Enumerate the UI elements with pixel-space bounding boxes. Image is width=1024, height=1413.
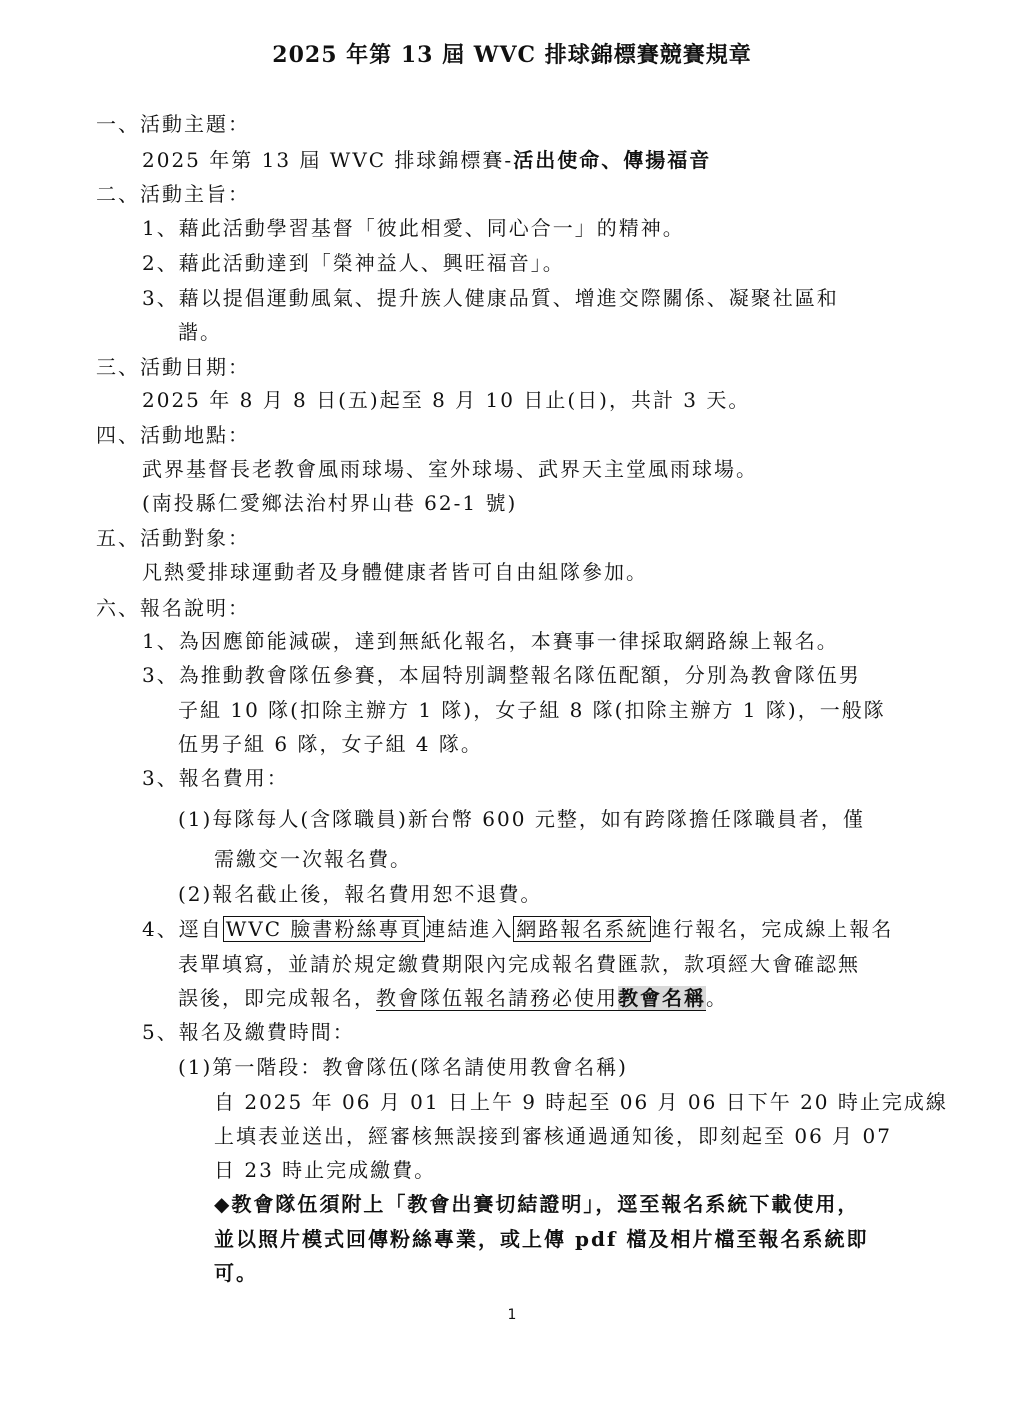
section-5-heading: 五、活動對象： [96, 526, 250, 550]
section-1-theme: 活出使命、傳揚福音 [513, 148, 712, 172]
stage-1-line-1: 自 2025 年 06 月 01 日上午 9 時起至 06 月 06 日下午 20 時止完成線 [214, 1090, 948, 1114]
church-name-highlight: 教會名稱 [618, 986, 706, 1010]
page-number: 1 [507, 1307, 517, 1323]
note-line-2: 並以照片模式回傳粉絲專業，或上傳 pdf 檔及相片檔至報名系統即 [214, 1227, 869, 1251]
section-1-body-text: 2025 年第 13 屆 WVC 排球錦標賽- [142, 148, 514, 172]
item-4-suffix: 進行報名，完成線上報名 [651, 917, 894, 941]
fee-item-1: (1)每隊每人(含隊職員)新台幣 600 元整，如有跨隊擔任隊職員者，僅 [178, 807, 865, 831]
section-5-body: 凡熱愛排球運動者及身體健康者皆可自由組隊參加。 [142, 560, 648, 584]
section-3-heading: 三、活動日期： [96, 355, 250, 379]
section-6-item-3-cont-2: 伍男子組 6 隊，女子組 4 隊。 [178, 732, 483, 756]
section-4-heading: 四、活動地點： [96, 423, 250, 447]
document-title: 2025 年第 13 屆 WVC 排球錦標賽競賽規章 [272, 42, 752, 68]
note-line-1: ◆教會隊伍須附上「教會出賽切結證明」，逕至報名系統下載使用， [214, 1192, 860, 1216]
stage-1-heading: (1)第一階段：教會隊伍(隊名請使用教會名稱) [178, 1055, 628, 1079]
section-6-heading: 六、報名說明： [96, 596, 250, 620]
section-2-item-3: 3、藉以提倡運動風氣、提升族人健康品質、增進交際關係、凝聚社區和 [142, 286, 839, 310]
fee-item-2: (2)報名截止後，報名費用恕不退費。 [178, 882, 543, 906]
section-2-item-2: 2、藉此活動達到「榮神益人、興旺福音」。 [142, 251, 565, 275]
note-line-3: 可。 [214, 1261, 258, 1285]
section-1-heading: 一、活動主題： [96, 112, 250, 136]
stage-1-line-3: 日 23 時止完成繳費。 [214, 1158, 437, 1182]
section-3-body: 2025 年 8 月 8 日(五)起至 8 月 10 日止(日)，共計 3 天。 [142, 388, 751, 412]
item-4-mid: 連結進入 [425, 917, 514, 941]
fee-heading: 3、報名費用： [142, 766, 289, 790]
section-4-venue: 武界基督長老教會風雨球場、室外球場、武界天主堂風雨球場。 [142, 457, 758, 481]
online-registration-system-link[interactable]: 網路報名系統 [513, 916, 651, 942]
item-4c-underlined: 教會隊伍報名請務必使用 [376, 986, 618, 1010]
section-6-item-4 [142, 915, 893, 943]
section-6-item-3-cont-1: 子組 10 隊(扣除主辦方 1 隊)，女子組 8 隊(扣除主辦方 1 隊)，一般隊 [178, 698, 886, 722]
section-6-item-4-cont-2 [178, 984, 728, 1012]
item-4c-suffix: 。 [706, 986, 728, 1010]
section-6-item-5: 5、報名及繳費時間： [142, 1020, 355, 1044]
stage-1-line-2: 上填表並送出，經審核無誤接到審核通過通知後，即刻起至 06 月 07 [214, 1124, 892, 1148]
item-4-prefix: 4、逕自 [142, 917, 223, 941]
section-2-item-3-cont: 諧。 [178, 320, 222, 344]
section-2-heading: 二、活動主旨： [96, 182, 250, 206]
section-6-item-1: 1、為因應節能減碳，達到無紙化報名，本賽事一律採取網路線上報名。 [142, 629, 839, 653]
fee-item-1-cont: 需繳交一次報名費。 [214, 847, 412, 871]
section-2-item-1: 1、藉此活動學習基督「彼此相愛、同心合一」的精神。 [142, 216, 685, 240]
section-4-address: (南投縣仁愛鄉法治村界山巷 62-1 號) [142, 491, 518, 515]
item-4c-prefix: 誤後，即完成報名， [178, 986, 376, 1010]
church-name-requirement [376, 986, 706, 1011]
wvc-facebook-page-link[interactable]: WVC 臉書粉絲專頁 [223, 916, 426, 942]
section-1-body [142, 146, 711, 174]
section-6-item-3: 3、為推動教會隊伍參賽，本屆特別調整報名隊伍配額，分別為教會隊伍男 [142, 663, 861, 687]
section-6-item-4-cont-1: 表單填寫，並請於規定繳費期限內完成報名費匯款，款項經大會確認無 [178, 952, 860, 976]
